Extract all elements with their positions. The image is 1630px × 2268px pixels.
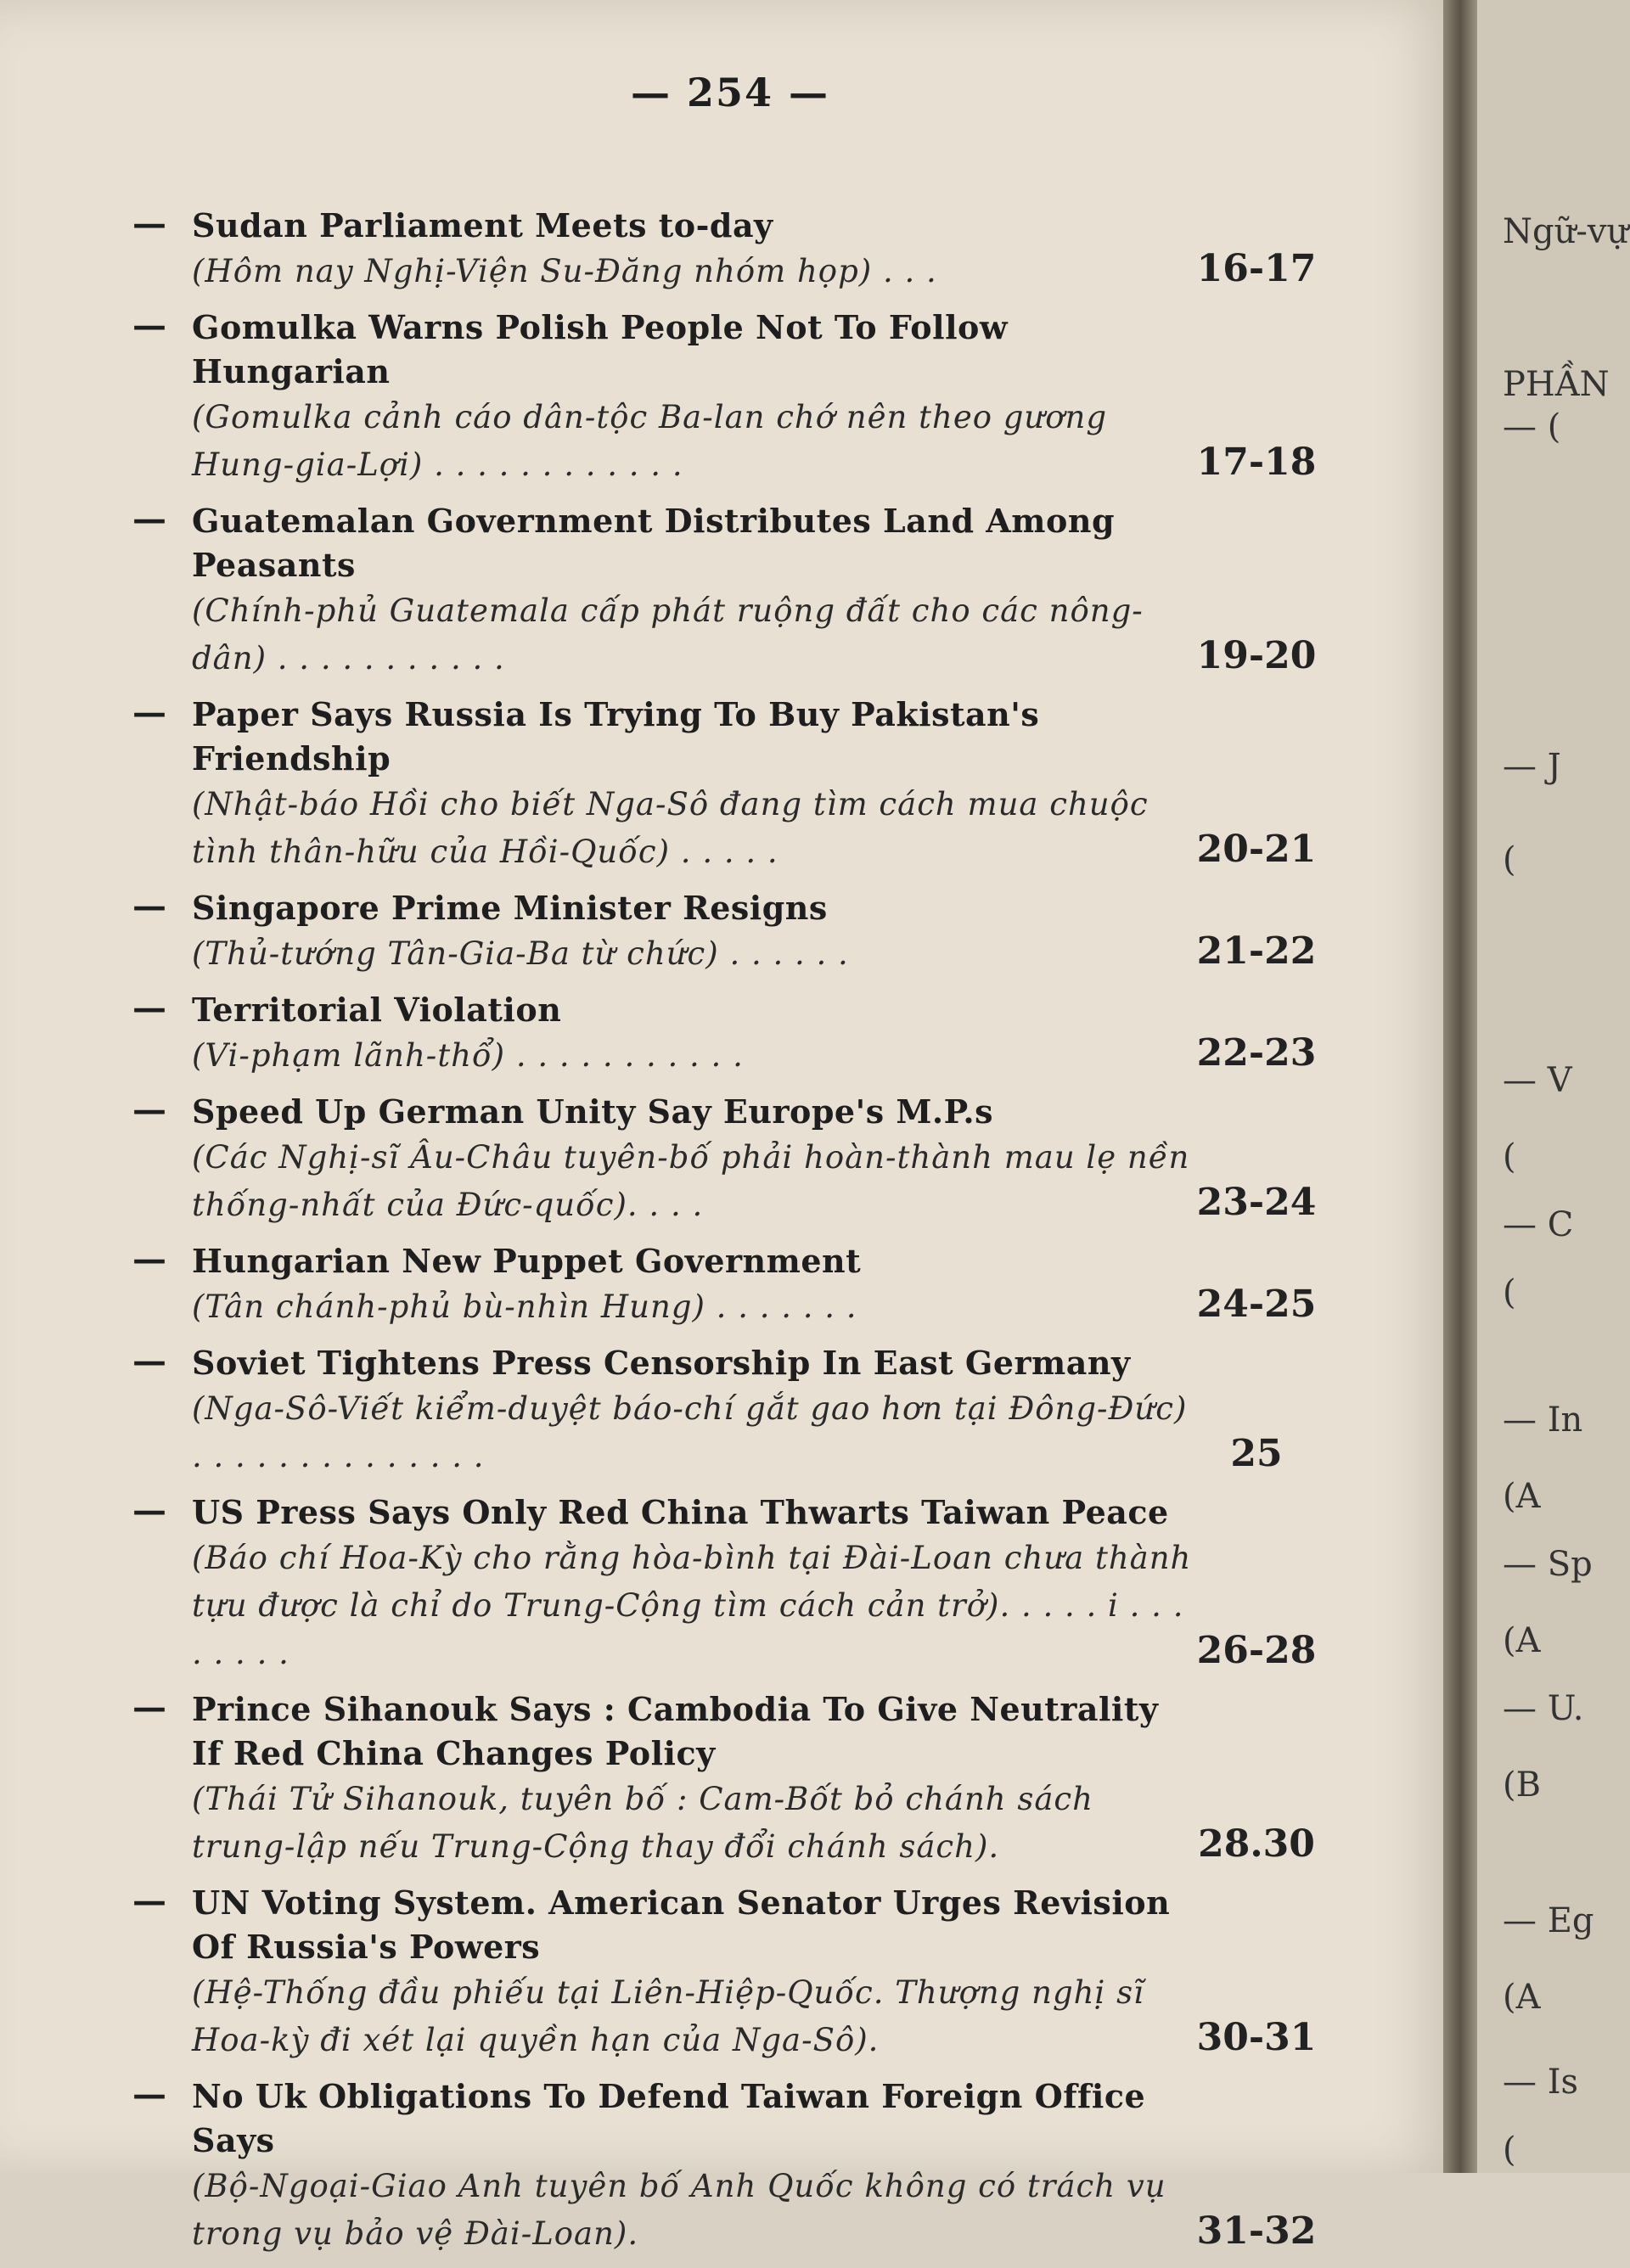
entry-dash: — <box>132 499 166 539</box>
toc-entry <box>127 204 1316 295</box>
entry-dash: — <box>132 1687 166 1727</box>
entry-title: Sudan Parliament Meets to-day <box>192 206 773 244</box>
entry-translation: (Nga-Sô-Viết kiểm-duyệt báo-chí gắt gao hơn tại Đông-Đức) . . . . . . . . . . . . . . <box>192 1390 1188 1474</box>
page-number: — 254 — <box>630 70 830 115</box>
toc-entry <box>127 1687 1316 1871</box>
entry-dash: — <box>132 1341 166 1381</box>
adjacent-page-fragment: — V <box>1503 1061 1572 1100</box>
entry-title: No Uk Obligations To Defend Taiwan Foreign Office Says <box>192 2077 1146 2159</box>
entry-title: Territorial Violation <box>192 991 562 1029</box>
toc-entry <box>127 1341 1316 1480</box>
adjacent-page-fragment: — In <box>1503 1401 1583 1440</box>
entry-page-range: 31-32 <box>1196 2209 1317 2253</box>
entry-translation: (Báo chí Hoa-Kỳ cho rằng hòa-bình tại Đài-Loan chưa thành tựu được là chỉ do Trung-Cộng tìm cách cản trở). . . . . i . . . . . . . . <box>192 1540 1192 1671</box>
entry-page-range: 19-20 <box>1196 634 1317 677</box>
entry-page-range: 28.30 <box>1198 1822 1315 1866</box>
entry-title: UN Voting System. American Senator Urges Revision Of Russia's Powers <box>192 1883 1171 1966</box>
entry-dash: — <box>132 886 166 926</box>
entry-dash: — <box>132 1490 166 1530</box>
entry-title: Paper Says Russia Is Trying To Buy Pakistan's Friendship <box>192 695 1040 778</box>
entry-title: US Press Says Only Red China Thwarts Taiwan Peace <box>192 1493 1169 1531</box>
adjacent-page-fragment: — C <box>1503 1205 1574 1244</box>
entry-translation: (Các Nghị-sĩ Âu-Châu tuyên-bố phải hoàn-thành mau lẹ nền thống-nhất của Đức-quốc). . . . <box>192 1139 1190 1223</box>
book-gutter <box>1443 0 1477 2173</box>
entry-page-range: 16-17 <box>1196 247 1317 290</box>
toc-entry <box>127 693 1316 876</box>
adjacent-page-fragment: — J <box>1503 747 1561 786</box>
entry-page-range: 17-18 <box>1196 441 1317 484</box>
table-of-contents <box>127 204 1316 2268</box>
adjacent-page-fragment: — Is <box>1503 2063 1579 2102</box>
entry-dash: — <box>132 1881 166 1921</box>
adjacent-page-fragment: ( <box>1503 2130 1516 2170</box>
toc-entry <box>127 988 1316 1080</box>
toc-entry <box>127 499 1316 682</box>
adjacent-page-fragment: ( <box>1503 1137 1516 1176</box>
adjacent-page-fragment: ( <box>1503 1273 1516 1312</box>
adjacent-page-fragment: Ngữ-vự <box>1503 212 1629 251</box>
entry-translation: (Nhật-báo Hồi cho biết Nga-Sô đang tìm cách mua chuộc tình thân-hữu của Hồi-Quốc) . . . . . <box>192 786 1149 870</box>
adjacent-page-fragment: — U. <box>1503 1689 1584 1728</box>
adjacent-page-fragment: (A <box>1503 1477 1541 1516</box>
entry-title: Hungarian New Puppet Government <box>192 1242 862 1280</box>
entry-page-range: 21-22 <box>1196 929 1317 973</box>
entry-translation: (Tân chánh-phủ bù-nhìn Hung) . . . . . . . <box>192 1288 857 1325</box>
toc-entry <box>127 1239 1316 1331</box>
toc-entry <box>127 886 1316 978</box>
entry-page-range: 25 <box>1230 1432 1283 1475</box>
toc-entry <box>127 1090 1316 1229</box>
entry-title: Soviet Tightens Press Censorship In East Germany <box>192 1344 1131 1382</box>
entry-page-range: 24-25 <box>1196 1283 1317 1326</box>
entry-dash: — <box>132 2074 166 2114</box>
adjacent-page-fragment: — ( <box>1503 407 1561 446</box>
entry-title: Guatemalan Government Distributes Land Among Peasants <box>192 502 1116 584</box>
entry-title: Gomulka Warns Polish People Not To Follow Hungarian <box>192 308 1009 390</box>
entry-dash: — <box>132 306 166 345</box>
adjacent-page-fragment: PHẦN <box>1503 365 1610 404</box>
entry-translation: (Thủ-tướng Tân-Gia-Ba từ chức) . . . . . . <box>192 935 849 972</box>
entry-title: Speed Up German Unity Say Europe's M.P.s <box>192 1092 994 1131</box>
toc-entry <box>127 1490 1316 1677</box>
entry-dash: — <box>132 693 166 733</box>
entry-page-range: 26-28 <box>1196 1629 1317 1672</box>
adjacent-page-fragment: ( <box>1503 840 1516 879</box>
toc-entry <box>127 1881 1316 2064</box>
adjacent-page-edge <box>1477 0 1630 2173</box>
entry-translation: (Thái Tử Sihanouk, tuyên bố : Cam-Bốt bỏ chánh sách trung-lập nếu Trung-Cộng thay đổi chánh sách). <box>192 1781 1093 1865</box>
entry-translation: (Vi-phạm lãnh-thổ) . . . . . . . . . . . <box>192 1037 744 1074</box>
toc-entry <box>127 2074 1316 2258</box>
entry-translation: (Bộ-Ngoại-Giao Anh tuyên bố Anh Quốc không có trách vụ trong vụ bảo vệ Đài-Loan). <box>192 2168 1166 2252</box>
entry-dash: — <box>132 1239 166 1279</box>
adjacent-page-fragment: (B <box>1503 1766 1541 1805</box>
adjacent-page-fragment: (A <box>1503 1621 1541 1660</box>
entry-translation: (Chính-phủ Guatemala cấp phát ruộng đất cho các nông-dân) . . . . . . . . . . . <box>192 592 1144 676</box>
adjacent-page-fragment: — Eg <box>1503 1901 1594 1940</box>
entry-page-range: 30-31 <box>1196 2016 1317 2059</box>
adjacent-page-fragment: (A <box>1503 1978 1541 2017</box>
entry-dash: — <box>132 204 166 244</box>
entry-page-range: 20-21 <box>1196 828 1317 871</box>
entry-translation: (Hệ-Thống đầu phiếu tại Liên-Hiệp-Quốc. Thượng nghị sĩ Hoa-kỳ đi xét lại quyền hạn của Nga-Sô). <box>192 1974 1144 2058</box>
entry-title: Prince Sihanouk Says : Cambodia To Give Neutrality If Red China Changes Policy <box>192 1690 1159 1772</box>
toc-entry <box>127 306 1316 489</box>
entry-page-range: 22-23 <box>1196 1031 1317 1075</box>
entry-title: Singapore Prime Minister Resigns <box>192 889 828 927</box>
entry-page-range: 23-24 <box>1196 1181 1317 1224</box>
adjacent-page-fragment: — Sp <box>1503 1545 1593 1584</box>
entry-dash: — <box>132 1090 166 1130</box>
entry-translation: (Hôm nay Nghị-Viện Su-Đăng nhóm họp) . . . <box>192 253 937 289</box>
entry-dash: — <box>132 988 166 1028</box>
entry-translation: (Gomulka cảnh cáo dân-tộc Ba-lan chớ nên theo gương Hung-gia-Lợi) . . . . . . . . . . . . <box>192 399 1108 483</box>
